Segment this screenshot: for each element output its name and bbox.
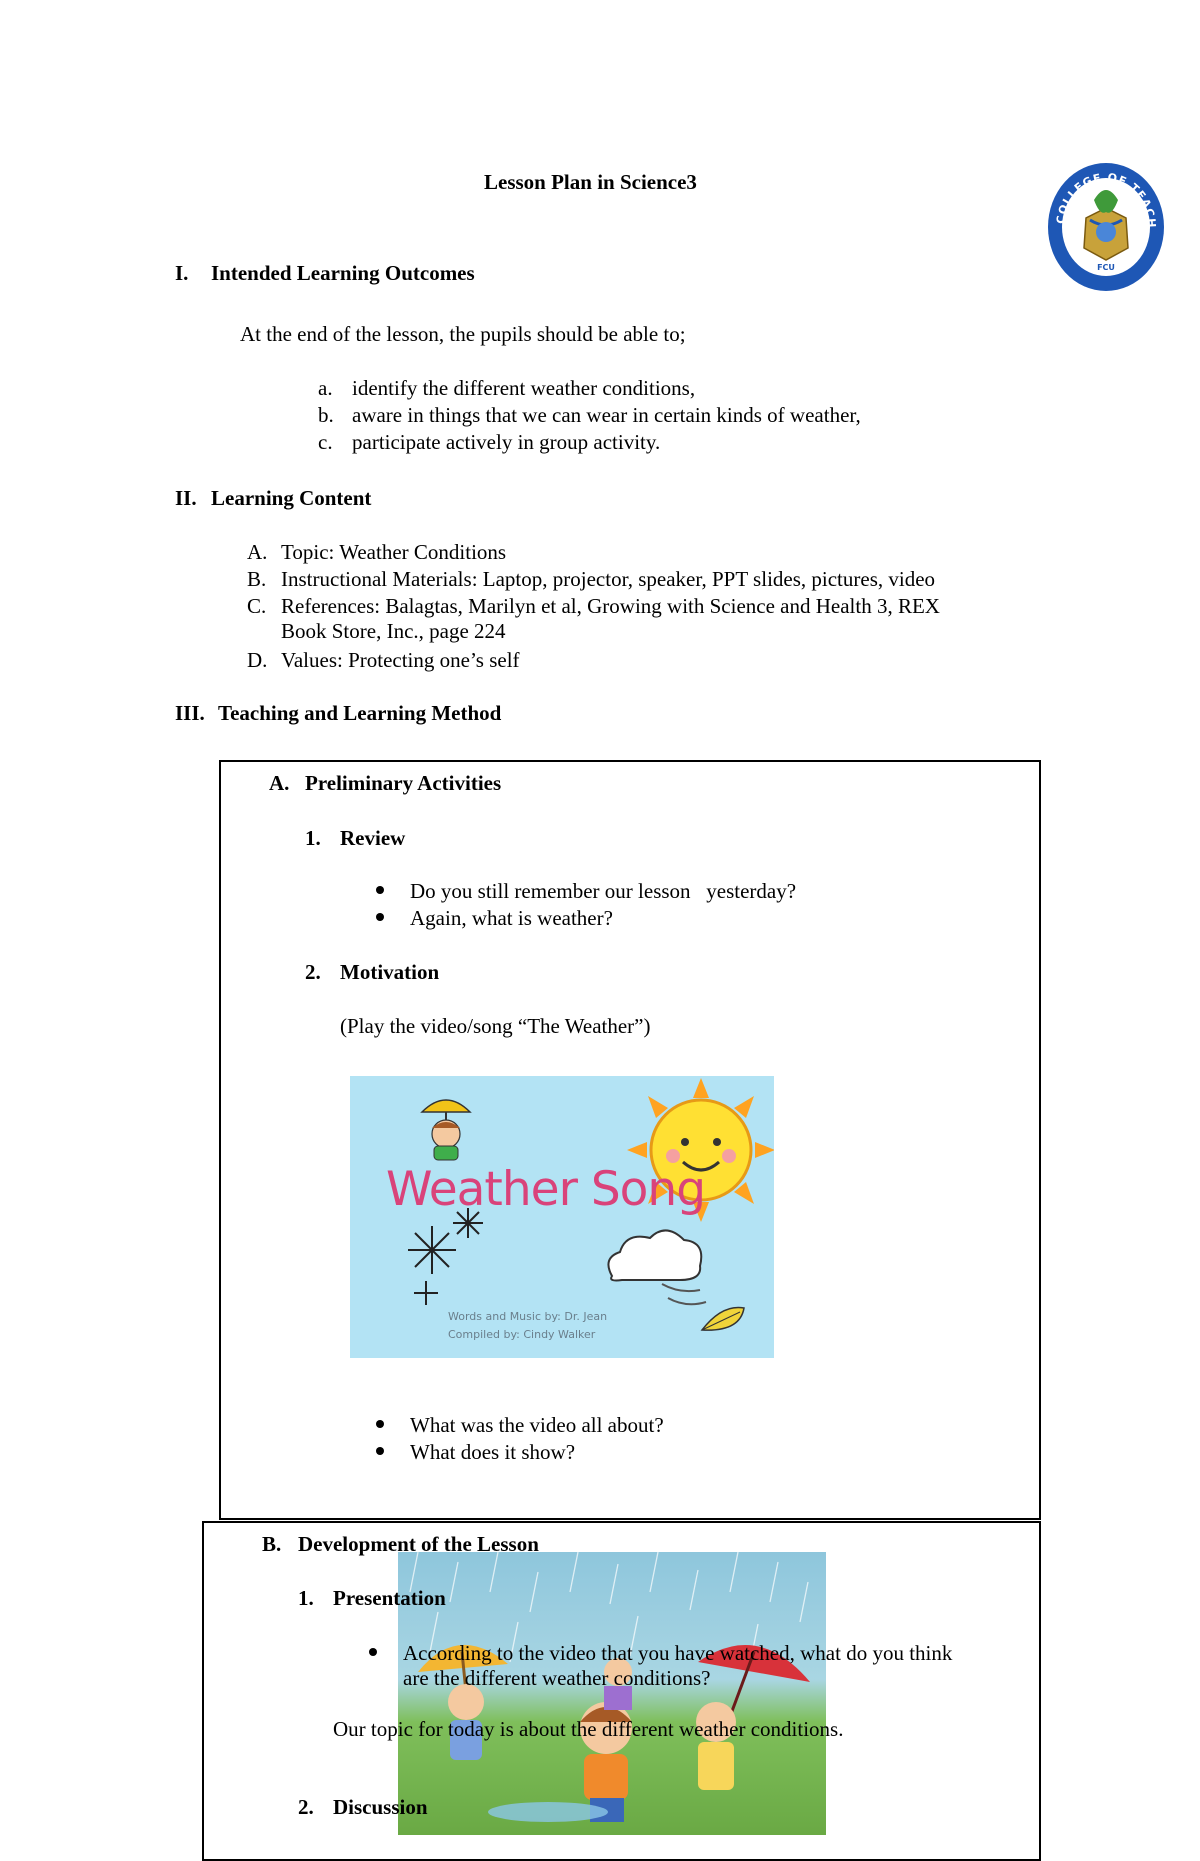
section1-numeral: I.: [175, 261, 189, 285]
motivation-question: What does it show?: [410, 1440, 576, 1464]
topic-statement: Our topic for today is about the different weather conditions.: [333, 1717, 844, 1741]
leaf-icon: [702, 1307, 744, 1330]
seal-ring-text: COLLEGE OF TEACH: [1053, 170, 1159, 229]
content-marker: D.: [247, 648, 268, 672]
discussion-marker: 2.: [298, 1795, 314, 1819]
discussion-heading: Discussion: [333, 1795, 428, 1819]
bullet-icon: [376, 913, 384, 921]
review-question: Do you still remember our lesson yesterday?: [410, 879, 797, 903]
umbrella-kid-icon: [422, 1100, 470, 1160]
content-marker: B.: [247, 567, 267, 591]
snowflake-icon: [408, 1208, 483, 1305]
seal-initials: FCU: [1097, 263, 1115, 272]
outcome-marker: c.: [318, 430, 333, 454]
presentation-question-continued: are the different weather conditions?: [403, 1666, 711, 1690]
outcome-marker: a.: [318, 376, 333, 400]
college-seal-logo: [1046, 160, 1166, 294]
content-marker: C.: [247, 594, 267, 618]
content-item: Topic: Weather Conditions: [281, 540, 507, 564]
content-marker: A.: [247, 540, 268, 564]
section1-intro: At the end of the lesson, the pupils should be able to;: [240, 322, 686, 346]
motivation-question: What was the video all about?: [410, 1413, 664, 1437]
content-item: Values: Protecting one’s self: [281, 648, 520, 672]
boxA-heading: Preliminary Activities: [305, 771, 502, 795]
outcome-marker: b.: [318, 403, 334, 427]
section2-numeral: II.: [175, 486, 197, 510]
motivation-heading: Motivation: [340, 960, 440, 984]
section2-heading: Learning Content: [211, 486, 372, 510]
section3-heading: Teaching and Learning Method: [218, 701, 502, 725]
bullet-icon: [376, 1447, 384, 1455]
section3-numeral: III.: [175, 701, 205, 725]
review-marker: 1.: [305, 826, 321, 850]
boxB-heading: Development of the Lesson: [298, 1532, 539, 1556]
song-credit: Compiled by: Cindy Walker: [448, 1328, 596, 1341]
presentation-heading: Presentation: [333, 1586, 446, 1610]
bullet-icon: [376, 886, 384, 894]
boxB-marker: B.: [262, 1532, 282, 1556]
page-title: Lesson Plan in Science3: [484, 170, 697, 194]
bullet-icon: [376, 1420, 384, 1428]
motivation-marker: 2.: [305, 960, 321, 984]
boxA-marker: A.: [269, 771, 290, 795]
review-question: Again, what is weather?: [410, 906, 613, 930]
outcome-item: identify the different weather conditions,: [352, 376, 696, 400]
section1-heading: Intended Learning Outcomes: [211, 261, 475, 285]
content-item: References: Balagtas, Marilyn et al, Growing with Science and Health 3, REX: [281, 594, 940, 618]
presentation-marker: 1.: [298, 1586, 314, 1610]
cloud-icon: [608, 1230, 706, 1304]
presentation-question: According to the video that you have watched, what do you think: [403, 1641, 953, 1665]
outcome-item: aware in things that we can wear in certain kinds of weather,: [352, 403, 861, 427]
motivation-instruction: (Play the video/song “The Weather”): [340, 1014, 651, 1038]
review-heading: Review: [340, 826, 406, 850]
bullet-icon: [369, 1648, 377, 1656]
weather-song-title: Weather Song: [386, 1162, 706, 1217]
song-credit: Words and Music by: Dr. Jean: [448, 1310, 608, 1323]
content-item-continued: Book Store, Inc., page 224: [281, 619, 506, 643]
weather-song-image: [350, 1076, 774, 1358]
rainy-day-kids-image: [398, 1552, 826, 1835]
puddle: [488, 1802, 608, 1822]
content-item: Instructional Materials: Laptop, projector, speaker, PPT slides, pictures, video: [281, 567, 936, 591]
outcome-item: participate actively in group activity.: [352, 430, 661, 454]
